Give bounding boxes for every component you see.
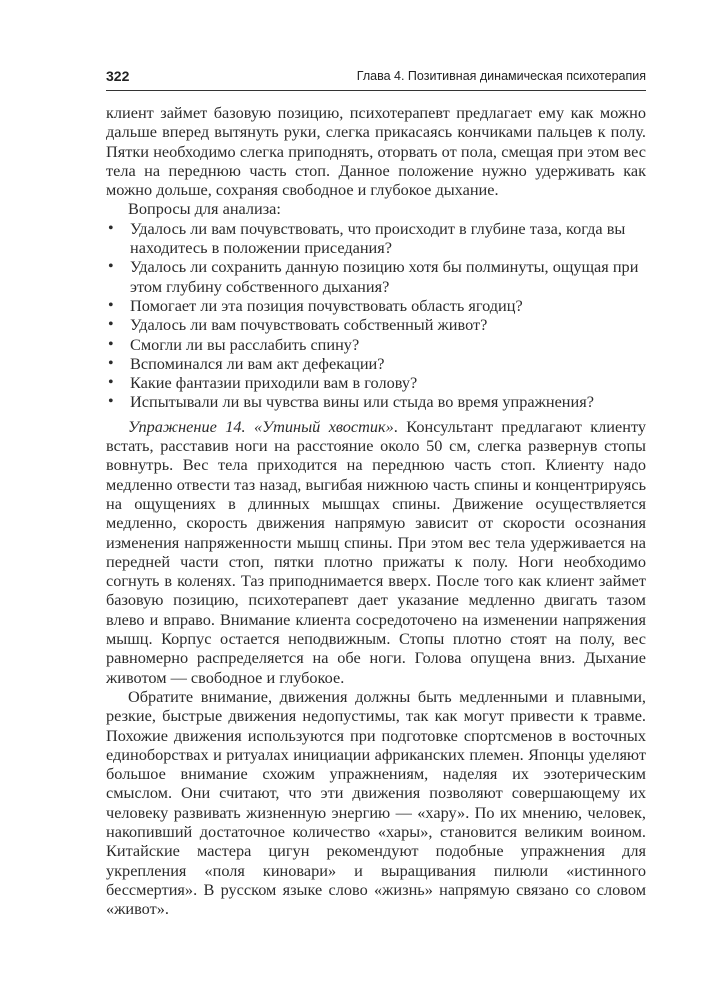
bullet-icon: • [108, 258, 114, 276]
page-number: 322 [106, 68, 130, 84]
list-item: • Смогли ли вы расслабить спину? [108, 334, 360, 354]
bullet-icon: • [108, 374, 114, 392]
questions-heading: Вопросы для анализа: [128, 199, 281, 219]
list-item: • Какие фантазии приходили вам в голову? [108, 373, 418, 393]
list-item: • Испытывали ли вы чувства вины или стыда во время упражнения? [108, 392, 594, 412]
exercise-paragraph [106, 417, 646, 687]
list-item: • Помогает ли эта позиция почувствовать область ягодиц? [108, 295, 523, 315]
exercise-text: . Консультант предлагают клиенту встать, расставив ноги на расстояние около 50 см, слегка развернув стопы вовнутрь. Вес тела приходится на переднюю часть стоп. Клиенту надо медленно отвести таз назад, выгибая нижнюю часть спины и концентрируясь на ощущениях в длинных мышцах спины. Движение осуществляется медленно, скорость движения напрямую зависит от скорости осознания изменения напряженности мышц спины. При этом вес тела удерживается на передней части стоп, пятки плотно прижаты к полу. Ноги необходимо согнуть в коленях. Таз приподнимается вверх. После того как клиент займет базовую позицию, психотерапевт дает указание медленно двигать тазом влево и вправо. Внимание клиента сосредоточено на изменении напряжения мышц. Корпус остается неподвижным. Стопы плотно стоят на полу, вес равномерно распределяется на обе ноги. Голова опущена вниз. Дыхание животом — свободное и глубокое. [106, 416, 646, 687]
questions-list [106, 219, 646, 412]
bullet-icon: • [108, 296, 114, 314]
bullet-icon: • [108, 354, 114, 372]
list-item: • Удалось ли вам почувствовать собственный живот? [108, 315, 488, 335]
closing-paragraph: Обратите внимание, движения должны быть медленными и плавными, резкие, быстрые движения недопустимы, так как могут привести к травме. Похожие движения используются при подготовке спортсменов в восточных единоборствах и ритуалах инициации африканских племен. Японцы уделяют большое внимание схожим упражнениям, наделяя их эзотерическим смыслом. Они считают, что эти движения позволяют совершающему их человеку развивать жизненную энергию — «хару». По их мнению, человек, накопивший достаточное количество «хары», становится великим воином. Китайские мастера цигун рекомендуют подобные упражнения для укрепления «поля киновари» и выращивания пилюли «истинного бессмертия». В русском языке слово «жизнь» напрямую связано со словом «живот». [106, 686, 646, 919]
exercise-title: Упражнение 14. «Утиный хвостик» [128, 416, 394, 436]
chapter-title: Глава 4. Позитивная динамическая психотерапия [356, 69, 646, 83]
bullet-icon: • [108, 393, 114, 411]
page-body [106, 103, 646, 918]
list-item: • Вспоминался ли вам акт дефекации? [108, 353, 385, 373]
intro-paragraph: клиент займет базовую позицию, психотерапевт предлагает ему как можно дальше вперед вытянуть руки, слегка прикасаясь кончиками пальцев к полу. Пятки необходимо слегка приподнять, оторвать от пола, смещая при этом вес тела на переднюю часть стоп. Данное положение нужно удерживать как можно дольше, сохраняя свободное и глубокое дыхание. [106, 103, 646, 200]
list-item: • Удалось ли сохранить данную позицию хотя бы полминуты, ощущая при этом глубину собственного дыхания? [108, 257, 639, 296]
running-header [106, 68, 646, 91]
bullet-icon: • [108, 316, 114, 334]
list-item: • Удалось ли вам почувствовать, что происходит в глубине таза, когда вы находитесь в положении приседания? [108, 218, 626, 258]
bullet-icon: • [108, 335, 114, 353]
bullet-icon: • [108, 219, 114, 237]
